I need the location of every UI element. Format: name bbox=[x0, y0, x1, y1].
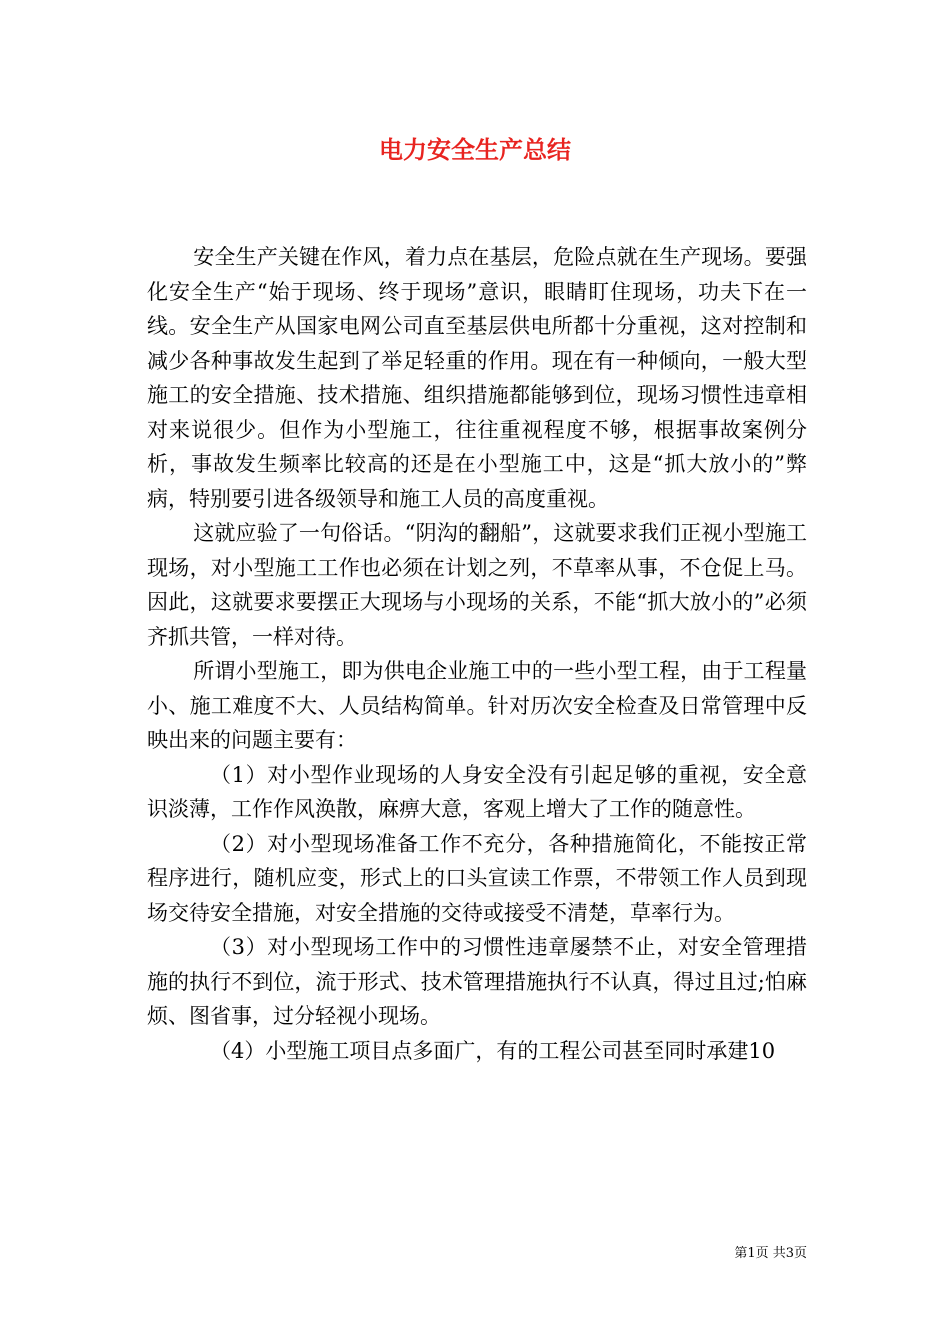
list-item-2: （2）对小型现场准备工作不充分，各种措施简化，不能按正常程序进行，随机应变，形式上的口头宣读工作票，不带领工作人员到现场交待安全措施，对安全措施的交待或接受不清楚，草率行为。 bbox=[147, 831, 807, 925]
paragraph-definition: 所谓小型施工，即为供电企业施工中的一些小型工程，由于工程量小、施工难度不大、人员结构简单。针对历次安全检查及日常管理中反映出来的问题主要有： bbox=[147, 659, 807, 752]
list-item-4: （4）小型施工项目点多面广，有的工程公司甚至同时承建10 bbox=[210, 1038, 776, 1063]
list-item-3: （3）对小型现场工作中的习惯性违章屡禁不止，对安全管理措施的执行不到位，流于形式、技术管理措施执行不认真，得过且过;怕麻烦、图省事，过分轻视小现场。 bbox=[147, 935, 807, 1028]
paragraph-proverb: 这就应验了一句俗话。“阴沟的翻船”，这就要求我们正视小型施工现场，对小型施工工作也必须在计划之列，不草率从事，不仓促上马。因此，这就要求要摆正大现场与小现场的关系，不能“抓大放小的”必须齐抓共管，一样对待。 bbox=[147, 521, 807, 649]
list-item-1: （1）对小型作业现场的人身安全没有引起足够的重视，安全意识淡薄，工作作风涣散，麻痹大意，客观上增大了工作的随意性。 bbox=[147, 762, 807, 821]
document-body bbox=[147, 240, 807, 1068]
document-title: 电力安全生产总结 bbox=[379, 136, 571, 164]
paragraph-intro: 安全生产关键在作风，着力点在基层，危险点就在生产现场。要强化安全生产“始于现场、终于现场”意识，眼睛盯住现场，功夫下在一线。安全生产从国家电网公司直至基层供电所都十分重视，这对控制和减少各种事故发生起到了举足轻重的作用。现在有一种倾向，一般大型施工的安全措施、技术措施、组织措施都能够到位，现场习惯性违章相对来说很少。但作为小型施工，往往重视程度不够，根据事故案例分析，事故发生频率比较高的还是在小型施工中，这是“抓大放小的”弊病，特别要引进各级领导和施工人员的高度重视。 bbox=[147, 245, 807, 511]
page-indicator: 第1页 共3页 bbox=[734, 1246, 807, 1261]
